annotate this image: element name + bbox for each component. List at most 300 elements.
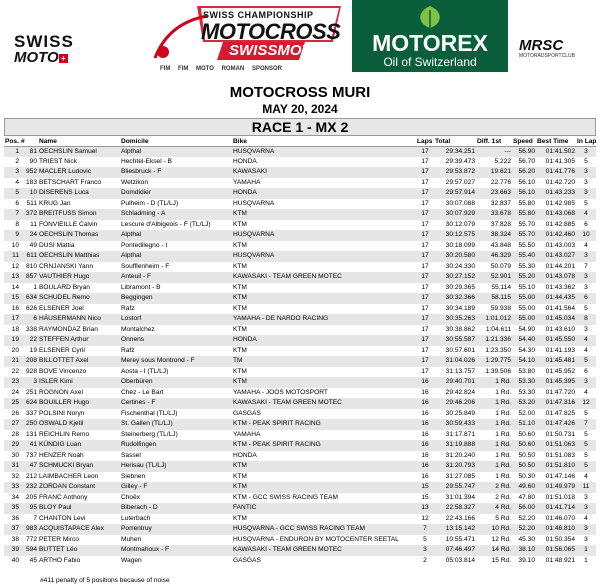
table-row — [4, 461, 596, 472]
cell-domicile: Fischenthal (TL/LJ) — [121, 409, 178, 417]
cell-total: 29:39.473 — [445, 157, 475, 165]
cell-in-lap: 12 — [576, 398, 596, 409]
cell-diff: 1:21.336 — [476, 335, 512, 346]
cell-number: 611 — [20, 251, 38, 262]
cell-number: 205 — [25, 493, 37, 501]
cell-total: 31:27.085 — [445, 472, 475, 480]
cell-laps: 16 — [416, 398, 434, 409]
table-row — [4, 388, 596, 399]
cell-name: BILLOTTET Axel — [38, 356, 120, 367]
cell-diff: 52.901 — [476, 272, 512, 283]
cell-pos: 12 — [11, 262, 19, 270]
cell-number: 983 — [20, 524, 38, 535]
cell-diff: 50.079 — [490, 262, 511, 270]
cell-in-lap: 3 — [576, 146, 596, 157]
cell-in-lap: 3 — [576, 524, 596, 535]
cell-domicile: Sassel — [121, 451, 141, 459]
table-row — [4, 535, 596, 546]
cell-in-lap: 4 — [584, 472, 588, 480]
table-row — [4, 167, 596, 178]
cell-laps: 17 — [416, 293, 434, 304]
cell-name: BETSCHART Franco — [39, 178, 102, 186]
cell-best-time: 01:51.083 — [545, 451, 575, 459]
cell-total: 30:12.575 — [434, 230, 476, 241]
cell-best-time: 01:44.201 — [545, 262, 575, 270]
cell-number: 19 — [29, 346, 37, 354]
cell-laps: 17 — [416, 251, 434, 262]
cell-total: 30:55.587 — [434, 335, 476, 346]
cell-speed: 55.40 — [512, 251, 536, 262]
cell-speed: 53.30 — [512, 377, 536, 388]
cell-domicile: Aosta - I (TL/LJ) — [121, 367, 169, 375]
table-row — [4, 293, 596, 304]
cell-diff: 23.663 — [476, 188, 512, 199]
cell-diff: 32.837 — [490, 199, 511, 207]
cell-bike: HONDA — [232, 188, 416, 199]
cell-domicile: Lescure d'Albigeois - F (TL/LJ) — [121, 220, 211, 228]
cell-pos: 37 — [4, 524, 20, 535]
cell-number: 183 — [25, 178, 37, 186]
table-row — [4, 262, 596, 273]
cell-in-lap: 4 — [584, 241, 588, 249]
cell-diff: 38.324 — [476, 230, 512, 241]
cell-in-lap: 7 — [584, 262, 588, 270]
cell-laps: 17 — [421, 157, 429, 165]
cell-diff: 55.114 — [491, 283, 511, 291]
cell-laps: 17 — [421, 241, 429, 249]
cell-pos: 15 — [4, 293, 20, 304]
cell-name: ACQUISTAPACE Alex — [38, 524, 120, 535]
cell-name: BLOY Paul — [38, 503, 120, 514]
cell-pos: 31 — [4, 461, 20, 472]
smc-logo-line3: SWISSMOTO — [229, 42, 323, 59]
cell-best-time: 01:43.068 — [536, 209, 576, 220]
cell-best-time: 01:41.776 — [536, 167, 576, 178]
cell-best-time: 01:45.395 — [536, 377, 576, 388]
cell-best-time: 01:45.034 — [536, 314, 576, 325]
cell-speed: 52.20 — [518, 514, 535, 522]
cell-diff: 4 Rd. — [476, 503, 512, 514]
cell-name: LAIMBACHER Leon — [39, 472, 99, 480]
cell-name: HENZER Noah — [39, 451, 84, 459]
cell-bike: KTM - PEAK SPIRIT RACING — [232, 419, 416, 430]
cell-pos: 18 — [11, 325, 19, 333]
cell-best-time: 01:42.460 — [536, 230, 576, 241]
cell-name: OSWALD Kjetil — [38, 419, 120, 430]
table-row — [4, 482, 596, 493]
cell-in-lap: 4 — [584, 514, 588, 522]
cell-laps: 17 — [416, 335, 434, 346]
cell-best-time: 01:47.720 — [545, 388, 575, 396]
cell-pos: 5 — [4, 188, 20, 199]
cell-speed: 54.30 — [518, 346, 535, 354]
cell-in-lap: 3 — [584, 535, 588, 543]
cell-bike: KAWASAKI - TEAM GREEN MOTEC — [232, 272, 416, 283]
cell-in-lap: 3 — [576, 188, 596, 199]
mrsc-subtitle: MOTORADSPORTCLUB — [519, 53, 575, 59]
cell-speed: 56.00 — [512, 503, 536, 514]
cell-in-lap: 6 — [584, 367, 588, 375]
cell-pos: 28 — [11, 430, 19, 438]
cell-name: BOVE Vincenzo — [39, 367, 87, 375]
cell-name: CRNJANSKI Yann — [39, 262, 93, 270]
cell-number: 11 — [30, 220, 37, 228]
cell-best-time: 01:42.885 — [545, 220, 575, 228]
cell-number: 634 — [20, 293, 38, 304]
cell-laps: 3 — [416, 545, 434, 556]
cell-name: MACLER Ludovic — [38, 167, 120, 178]
cell-name: OECHSLIN Matthias — [38, 251, 120, 262]
cell-best-time: 01:47.426 — [536, 419, 576, 430]
cell-name: RAYMONDAZ Brian — [39, 325, 98, 333]
cell-speed: 53.80 — [518, 367, 535, 375]
cell-number: 6 — [20, 314, 38, 325]
cell-name: ELSENER Joel — [39, 304, 84, 312]
cell-domicile: Porrentruy — [120, 524, 232, 535]
cell-speed: 38.10 — [512, 545, 536, 556]
cell-total: 30:27.152 — [434, 272, 476, 283]
cell-diff: 1 Rd. — [476, 398, 512, 409]
cell-number: 338 — [25, 325, 37, 333]
cell-pos: 22 — [11, 367, 19, 375]
cell-total: 22:58.327 — [434, 503, 476, 514]
cell-in-lap: 3 — [576, 167, 596, 178]
cell-speed: 45.30 — [518, 535, 535, 543]
cell-number: 251 — [25, 388, 37, 396]
cell-pos: 7 — [4, 209, 20, 220]
cell-pos: 21 — [4, 356, 20, 367]
col-header-domicile: Domicile — [120, 137, 232, 146]
cell-best-time: 01:51.018 — [545, 493, 575, 501]
cell-number: 737 — [25, 451, 37, 459]
cell-diff: 2 Rd. — [495, 493, 511, 501]
cell-total: 29:53.872 — [434, 167, 476, 178]
table-row — [4, 419, 596, 430]
cell-diff: 33.678 — [476, 209, 512, 220]
cell-best-time: 01:43.610 — [545, 325, 575, 333]
table-row — [4, 283, 596, 294]
cell-bike: TM — [232, 356, 416, 367]
cell-pos: 40 — [11, 556, 19, 564]
cell-name: KÜNDIG Luan — [38, 440, 120, 451]
cell-name: BOUILLER Hugo — [38, 398, 120, 409]
cell-best-time: 01:43.078 — [536, 272, 576, 283]
cell-diff: 37.828 — [490, 220, 511, 228]
cell-number: 45 — [29, 556, 37, 564]
cell-in-lap: 10 — [576, 230, 596, 241]
cell-domicile: Lostorf — [120, 314, 232, 325]
cell-domicile: Alpthal — [120, 251, 232, 262]
cell-speed: 54.90 — [518, 325, 535, 333]
cell-domicile: Soufflenheim - F — [121, 262, 170, 270]
cell-bike: KAWASAKI - TEAM GREEN MOTEC — [232, 398, 416, 409]
table-row — [4, 514, 596, 525]
cell-laps: 16 — [421, 451, 429, 459]
cell-pos: 3 — [4, 167, 20, 178]
cell-total: 30:24.330 — [445, 262, 475, 270]
cell-speed: 55.70 — [518, 220, 535, 228]
cell-best-time: 01:41.193 — [545, 346, 575, 354]
cell-in-lap: 5 — [584, 430, 588, 438]
cell-best-time: 01:41.502 — [536, 146, 576, 157]
cell-total: 31:13.757 — [445, 367, 475, 375]
cell-domicile: Rudolfingen — [120, 440, 232, 451]
cell-best-time: 01:43.233 — [536, 188, 576, 199]
cell-best-time: 01:44.435 — [536, 293, 576, 304]
cell-pos: 35 — [4, 503, 20, 514]
cell-name: OECHSLIN Samuel — [38, 146, 120, 157]
cell-total: 29:46.206 — [434, 398, 476, 409]
cell-diff: 10 Rd. — [476, 524, 512, 535]
cell-diff: 22.776 — [490, 178, 511, 186]
cell-best-time: 01:50.354 — [545, 535, 575, 543]
cell-pos: 20 — [11, 346, 19, 354]
table-row — [4, 451, 596, 462]
cell-speed: 51.10 — [512, 419, 536, 430]
cell-total: 31:04.026 — [434, 356, 476, 367]
cell-total: 30:59.433 — [434, 419, 476, 430]
sponsor-logo: ROMAN — [221, 66, 245, 72]
cell-laps: 16 — [421, 388, 429, 396]
cell-bike: FANTIC — [232, 503, 416, 514]
cell-name: ZORDAN Constant — [38, 482, 120, 493]
table-row — [4, 272, 596, 283]
cell-speed: 55.70 — [512, 230, 536, 241]
cell-number: 952 — [20, 167, 38, 178]
cell-best-time: 01:56.065 — [536, 545, 576, 556]
cell-laps: 2 — [423, 556, 427, 564]
cell-speed: 55.00 — [518, 304, 535, 312]
cell-speed: 55.00 — [512, 314, 536, 325]
cell-name: ARTHO Fabio — [39, 556, 81, 564]
cell-number: 1 — [33, 283, 37, 291]
cell-in-lap: 4 — [584, 346, 588, 354]
cell-in-lap: 1 — [576, 545, 596, 556]
cell-laps: 12 — [421, 514, 429, 522]
cell-speed: 55.00 — [512, 293, 536, 304]
cell-name: ISLER Kimi — [38, 377, 120, 388]
cell-number: 49 — [29, 241, 37, 249]
cell-pos: 24 — [11, 388, 19, 396]
race-title: RACE 1 - MX 2 — [4, 118, 596, 136]
cell-bike: KAWASAKI - TEAM GREEN MOTEC — [232, 545, 416, 556]
cell-bike: KTM — [232, 209, 416, 220]
cell-name: REICHLIN Remo — [39, 430, 90, 438]
table-row — [4, 524, 596, 535]
cell-laps: 13 — [416, 503, 434, 514]
cell-bike: KTM — [232, 377, 416, 388]
cell-number: 511 — [26, 199, 37, 207]
cell-in-lap: 5 — [584, 304, 588, 312]
cell-diff: 5 Rd. — [495, 514, 511, 522]
smc-logo-line1: SWISS CHAMPIONSHIP — [203, 10, 314, 20]
cell-pos: 1 — [4, 146, 20, 157]
cell-pos: 10 — [11, 241, 19, 249]
cell-diff: 1:29.775 — [476, 356, 512, 367]
table-row — [4, 346, 596, 357]
sponsor-strip — [160, 66, 340, 78]
motorex-logo — [352, 0, 508, 72]
cell-speed: 52.20 — [512, 524, 536, 535]
cell-number: 22 — [20, 335, 38, 346]
cell-best-time: 01:49.979 — [536, 482, 576, 493]
sponsor-logo: FIM — [178, 66, 189, 72]
cell-laps: 17 — [421, 283, 429, 291]
cell-laps: 17 — [416, 272, 434, 283]
cell-best-time: 01:46.070 — [545, 514, 575, 522]
cell-number: 41 — [20, 440, 38, 451]
cell-total: 29:57.027 — [445, 178, 475, 186]
cell-diff: --- — [476, 146, 512, 157]
cell-name: POLSINI Noryn — [39, 409, 85, 417]
sponsor-logo: FIM — [160, 66, 171, 72]
cell-number: 47 — [20, 461, 38, 472]
cell-pos: 19 — [4, 335, 20, 346]
cell-total: 22:43.166 — [445, 514, 475, 522]
cell-domicile: Montmahoux - F — [120, 545, 232, 556]
table-row — [4, 241, 596, 252]
cell-number: 594 — [20, 545, 38, 556]
cell-best-time: 01:42.720 — [545, 178, 575, 186]
cell-bike: HONDA — [233, 157, 257, 165]
swiss-moto-logo-line2: MOTO + — [14, 50, 94, 65]
cell-speed: 50.30 — [518, 472, 535, 480]
cell-domicile: Pontedilegno - I — [121, 241, 168, 249]
cell-bike: HUSQVARNA — [232, 230, 416, 241]
cell-domicile: Herisau (TL/LJ) — [120, 461, 232, 472]
cell-pos: 2 — [15, 157, 19, 165]
cell-total: 30:07.929 — [434, 209, 476, 220]
cell-diff: 58.115 — [476, 293, 512, 304]
cell-name: TRIEST Nick — [39, 157, 77, 165]
cell-in-lap: 5 — [584, 157, 588, 165]
cell-best-time: 01:51.063 — [536, 440, 576, 451]
cell-total: 30:57.601 — [445, 346, 475, 354]
col-header-diff: Diff. 1st — [476, 137, 512, 146]
cell-total: 31:20.240 — [445, 451, 475, 459]
table-row — [4, 398, 596, 409]
cell-pos: 16 — [11, 304, 19, 312]
cell-speed: 56.10 — [518, 178, 535, 186]
cell-best-time: 01:45.952 — [545, 367, 575, 375]
cell-bike: HONDA — [232, 335, 416, 346]
cell-speed: 47.80 — [518, 493, 535, 501]
cell-bike: HUSQVARNA — [232, 146, 416, 157]
cell-in-lap: 4 — [576, 335, 596, 346]
table-row — [4, 472, 596, 483]
cell-in-lap: 5 — [576, 440, 596, 451]
cell-best-time: 01:45.550 — [536, 335, 576, 346]
cell-bike: GASGAS — [233, 409, 261, 417]
cell-domicile: Biberach - D — [120, 503, 232, 514]
cell-total: 29:42.824 — [445, 388, 475, 396]
cell-total: 30:29.365 — [445, 283, 475, 291]
cell-domicile: Domdidier — [120, 188, 232, 199]
cell-bike: KTM — [233, 220, 247, 228]
cell-speed: 56.10 — [512, 188, 536, 199]
motorex-tagline: Oil of Switzerland — [383, 55, 477, 69]
cell-name: DUSI Mattia — [39, 241, 75, 249]
cell-diff: 1 Rd. — [476, 461, 512, 472]
cell-number: 3 — [20, 377, 38, 388]
cell-pos: 8 — [15, 220, 19, 228]
cell-bike: KTM — [233, 262, 247, 270]
cell-name: SCHMUCKI Bryan — [38, 461, 120, 472]
table-row — [4, 146, 596, 157]
cell-total: 31:19.888 — [434, 440, 476, 451]
cell-best-time: 01:43.027 — [536, 251, 576, 262]
cell-total: 30:34.189 — [445, 304, 475, 312]
table-row — [4, 493, 596, 504]
cell-laps: 16 — [421, 430, 429, 438]
table-row — [4, 545, 596, 556]
cell-best-time: 01:42.985 — [545, 199, 575, 207]
cell-total: 30:18.099 — [445, 241, 475, 249]
cell-diff: 1:23.350 — [485, 346, 511, 354]
cell-domicile: Chez - Le Bart — [121, 388, 164, 396]
cell-domicile: Siebnen — [121, 472, 146, 480]
cell-laps: 17 — [416, 230, 434, 241]
cell-in-lap: 4 — [576, 209, 596, 220]
cell-pos: 6 — [15, 199, 19, 207]
cell-best-time: 01:47.146 — [545, 472, 575, 480]
cell-bike: KTM — [232, 461, 416, 472]
cell-diff: 15 Rd. — [491, 556, 511, 564]
col-header-bike: Bike — [232, 137, 416, 146]
cell-bike: HUSQVARNA - ENDURON BY MOTOCENTER SEETAL — [233, 535, 399, 543]
cell-name: HÄUSERMANN Nico — [38, 314, 120, 325]
cell-domicile: Steinerberg (TL/LJ) — [121, 430, 178, 438]
cell-domicile: Schladming - A — [120, 209, 232, 220]
cell-speed: 56.90 — [512, 146, 536, 157]
cell-laps: 15 — [416, 482, 434, 493]
cell-laps: 16 — [421, 409, 429, 417]
cell-domicile: Wagen — [121, 556, 142, 564]
cell-domicile: Montalchez — [121, 325, 155, 333]
cell-in-lap: 5 — [576, 356, 596, 367]
cell-diff: 12 Rd. — [491, 535, 511, 543]
cell-bike: YAMAHA - DE NARDO RACING — [232, 314, 416, 325]
cell-laps: 17 — [421, 367, 429, 375]
cell-laps: 17 — [421, 325, 429, 333]
cell-speed: 54.40 — [512, 335, 536, 346]
cell-laps: 15 — [421, 493, 429, 501]
cell-laps: 16 — [416, 461, 434, 472]
cell-diff: 1 Rd. — [476, 440, 512, 451]
cell-laps: 16 — [416, 419, 434, 430]
table-row — [4, 230, 596, 241]
cell-diff: 19.621 — [476, 167, 512, 178]
cell-in-lap: 8 — [576, 314, 596, 325]
cell-best-time: 01:43.362 — [545, 283, 575, 291]
cell-name: STEFFEN Arthur — [38, 335, 120, 346]
cell-diff: 1 Rd. — [495, 430, 511, 438]
cell-diff: 1 Rd. — [476, 377, 512, 388]
cell-name: FONVIEILLE Calvin — [39, 220, 98, 228]
cell-name: PETER Mirco — [39, 535, 79, 543]
cell-number: 10 — [20, 188, 38, 199]
cell-total: 29:57.914 — [434, 188, 476, 199]
cell-best-time: 01:41.564 — [545, 304, 575, 312]
cell-speed: 53.20 — [512, 398, 536, 409]
cell-best-time: 01:47.825 — [545, 409, 575, 417]
cell-domicile: Libramont - B — [121, 283, 161, 291]
cell-diff: 14 Rd. — [476, 545, 512, 556]
cell-in-lap: 3 — [584, 493, 588, 501]
cell-pos: 36 — [11, 514, 19, 522]
sponsor-logo: MOTO — [196, 66, 214, 72]
cell-number: 95 — [20, 503, 38, 514]
